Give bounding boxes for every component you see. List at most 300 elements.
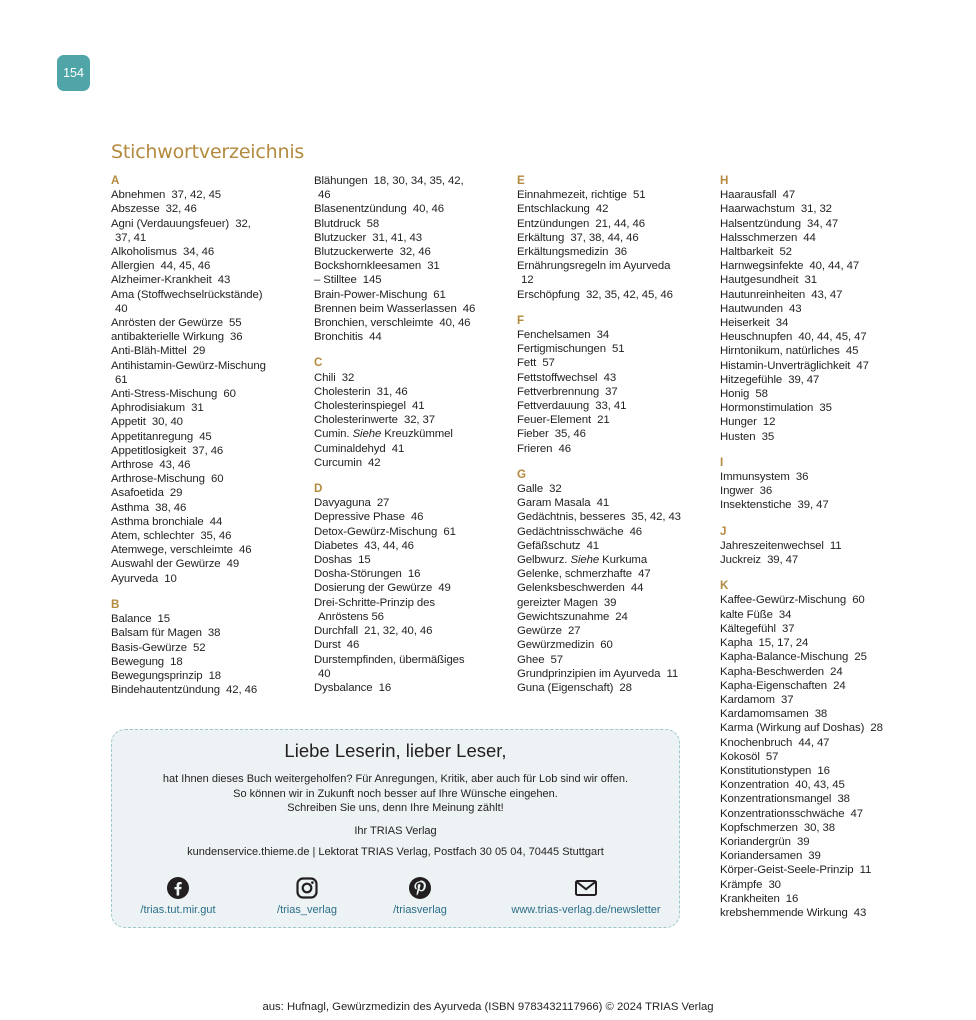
entry-term: Husten: [720, 430, 756, 443]
index-entry: [720, 636, 910, 650]
entry-term: Ghee: [517, 653, 545, 666]
entry-pages: 40, 46: [439, 317, 471, 330]
index-letter-heading: K: [720, 579, 729, 593]
reader-info-box: [111, 729, 680, 928]
entry-pages: 60: [223, 388, 236, 401]
index-entry: [111, 612, 301, 626]
social-facebook-label[interactable]: /trias.tut.mir.gut: [140, 904, 216, 916]
entry-term: Haarwachstum: [720, 203, 795, 216]
entry-see-reference: Siehe: [352, 428, 382, 441]
index-entry: [720, 778, 910, 792]
entry-term: Kapha-Beschwerden: [720, 665, 825, 678]
entry-pages: 35, 42, 43: [631, 511, 681, 524]
index-entry: [720, 498, 910, 512]
entry-pages: 28: [870, 722, 883, 735]
entry-term: Hautgesundheit: [720, 274, 799, 287]
entry-term: Einnahmezeit, richtige: [517, 189, 627, 202]
entry-pages: 38: [207, 627, 221, 640]
entry-pages: 40, 43, 45: [795, 779, 845, 792]
index-entry: [111, 344, 301, 358]
index-entry: [314, 259, 504, 273]
info-box-body: [112, 772, 679, 816]
entry-pages: 45: [199, 430, 212, 443]
entry-term: Entzündungen: [517, 217, 590, 230]
entry-term: Davyaguna: [314, 497, 371, 510]
entry-continuation: 40: [318, 667, 331, 680]
index-entry: [314, 525, 504, 539]
entry-pages: 40, 44, 47: [809, 260, 860, 273]
index-entry: [314, 288, 504, 302]
entry-term: Brain-Power-Mischung: [314, 288, 428, 301]
entry-pages: 51: [612, 343, 625, 356]
index-entry: [314, 371, 504, 385]
entry-term: Guna (Eigenschaft): [517, 681, 614, 694]
index-section: [517, 174, 707, 302]
index-entry: [517, 399, 707, 413]
entry-term: Curcumin: [314, 456, 362, 469]
entry-term: Galle: [517, 483, 544, 496]
entry-pages: 44: [369, 331, 382, 344]
entry-see-reference: Siehe: [570, 554, 600, 567]
entry-pages: 29: [169, 487, 183, 500]
entry-continuation: 46: [318, 189, 331, 202]
index-entry: [517, 427, 707, 441]
entry-pages: 11: [829, 539, 842, 552]
entry-pages: 37, 46: [192, 444, 224, 457]
entry-term: Basis-Gewürze: [111, 641, 187, 654]
index-entry: [517, 413, 707, 427]
entry-pages: 36: [795, 471, 809, 484]
entry-pages: 30: [768, 878, 781, 891]
entry-pages: 35, 46: [200, 530, 232, 543]
index-entry: [314, 413, 504, 427]
index-letter-heading: G: [517, 467, 526, 481]
index-entry: [314, 442, 504, 456]
index-entry: [517, 217, 707, 231]
entry-term: Bockshornkleesamen: [314, 260, 422, 273]
index-column-3: [517, 174, 707, 695]
entry-term: Anti-Stress-Mischung: [111, 388, 218, 401]
entry-pages: 34: [596, 329, 610, 342]
entry-term: Ayurveda: [111, 572, 159, 585]
entry-term: Krankheiten: [720, 892, 780, 905]
index-entry: [111, 543, 301, 557]
entry-term: Gedächtnisschwäche: [517, 525, 624, 538]
entry-pages: 52: [779, 246, 792, 259]
index-entry: [314, 202, 504, 216]
entry-term: Kopfschmerzen: [720, 821, 798, 834]
entry-pages: 10: [164, 572, 177, 585]
entry-pages: 47: [638, 568, 651, 581]
entry-term: Fettstoffwechsel: [517, 371, 598, 384]
entry-pages: 18, 30, 34, 35, 42,: [373, 175, 464, 187]
index-entry: [517, 202, 707, 216]
entry-pages: 37, 42, 45: [171, 189, 222, 202]
entry-term: Kaffee-Gewürz-Mischung: [720, 594, 847, 607]
entry-pages: 40, 44, 45, 47: [798, 331, 867, 344]
index-entry: [517, 371, 707, 385]
index-section: [517, 468, 707, 695]
entry-pages: 57: [550, 653, 564, 666]
entry-pages: 39, 47: [788, 373, 820, 386]
entry-term: Cholesterin: [314, 385, 371, 398]
social-instagram[interactable]: [257, 876, 357, 916]
index-entry: [111, 188, 301, 202]
entry-pages: 38: [837, 793, 850, 806]
index-entry: [720, 792, 910, 806]
index-entry: [720, 302, 910, 316]
entry-term: Hitzegefühle: [720, 373, 783, 386]
entry-pages: 43: [217, 274, 231, 287]
entry-pages: 34: [778, 608, 792, 621]
entry-term: Ernährungsregeln im Ayurveda: [517, 260, 671, 273]
entry-pages: 24: [833, 679, 846, 692]
info-box-heading: Liebe Leserin, lieber Leser,: [284, 740, 507, 761]
entry-continuation: 37, 41: [115, 231, 147, 244]
entry-term: Gewichtszunahme: [517, 610, 610, 623]
index-entry: [517, 356, 707, 370]
index-entry: [517, 385, 707, 399]
entry-term: Hautwunden: [720, 302, 783, 315]
entry-pages: 21, 32, 40, 46: [364, 625, 433, 638]
info-box-line: So können wir in Zukunft noch besser auf Ihre Wünsche eingehen.: [233, 787, 558, 800]
index-entry: [111, 330, 301, 344]
index-entry: [314, 653, 504, 681]
index-entry: [111, 472, 301, 486]
entry-term: Gedächtnis, besseres: [517, 511, 626, 524]
entry-pages: 27: [567, 625, 581, 638]
entry-term: Bronchitis: [314, 331, 364, 344]
index-entry: [314, 316, 504, 330]
entry-pages: 60: [852, 594, 865, 607]
index-entry: [720, 650, 910, 664]
index-entry: [111, 655, 301, 669]
entry-pages: 47: [850, 807, 864, 820]
index-entry: [111, 641, 301, 655]
index-entry: [111, 288, 301, 316]
entry-term: Garam Masala: [517, 497, 591, 510]
entry-term: Körper-Geist-Seele-Prinzip: [720, 864, 854, 877]
index-section: [314, 482, 504, 695]
index-entry: [517, 596, 707, 610]
entry-pages: 39: [808, 850, 821, 863]
entry-term: Gefäßschutz: [517, 539, 581, 552]
index-entry: [517, 510, 707, 524]
entry-pages: 34, 47: [807, 217, 839, 230]
entry-term: Fettverbrennung: [517, 385, 600, 398]
entry-pages: 58: [755, 388, 768, 401]
entry-term: Fertigmischungen: [517, 343, 606, 356]
entry-term: Kapha: [720, 637, 753, 650]
entry-pages: 32: [549, 483, 562, 496]
entry-term: Koriandersamen: [720, 850, 803, 863]
entry-term: Heuschnupfen: [720, 331, 793, 344]
entry-pages: 37: [781, 693, 794, 706]
social-instagram-label[interactable]: /trias_verlag: [277, 904, 337, 916]
entry-pages: 27: [376, 497, 390, 510]
page-number-badge: 154: [57, 55, 90, 91]
index-entry: [314, 217, 504, 231]
entry-pages: 16: [817, 764, 830, 777]
index-entry: [517, 482, 707, 496]
index-entry: [720, 807, 910, 821]
entry-pages: 57: [542, 357, 555, 370]
index-column-1: [111, 174, 301, 697]
index-entry: [720, 273, 910, 287]
entry-term: Alzheimer-Krankheit: [111, 274, 212, 287]
entry-pages: 36: [230, 331, 243, 344]
index-entry: [111, 572, 301, 586]
index-section: [720, 525, 910, 568]
entry-term: Kapha-Eigenschaften: [720, 679, 828, 692]
index-entry: [517, 567, 707, 581]
entry-pages: 29: [192, 345, 206, 358]
entry-pages: 18: [208, 669, 222, 682]
entry-pages: 42, 46: [226, 684, 258, 697]
entry-pages: 38: [814, 708, 828, 721]
index-entry: [720, 288, 910, 302]
index-entry: [314, 330, 504, 344]
social-pinterest-label[interactable]: /triasverlag: [393, 904, 447, 916]
entry-term: Agni (Verdauungsfeuer): [111, 217, 230, 230]
entry-pages: 15: [157, 613, 171, 626]
info-box-line: Schreiben Sie uns, denn Ihre Meinung zählt!: [287, 802, 504, 814]
index-entry: [111, 202, 301, 216]
entry-term: Chili: [314, 371, 336, 384]
index-entry: [720, 553, 910, 567]
entry-term: Abnehmen: [111, 189, 166, 202]
index-entry: [111, 669, 301, 683]
index-entry: [720, 693, 910, 707]
index-entry: [517, 638, 707, 652]
entry-pages: 39: [796, 835, 810, 848]
index-entry: [111, 444, 301, 458]
entry-pages: 58: [366, 217, 380, 230]
entry-pages: 42: [595, 203, 609, 216]
entry-term: Hormonstimulation: [720, 402, 814, 415]
entry-term: Erkältungsmedizin: [517, 246, 609, 259]
index-column-4: [720, 174, 910, 920]
entry-term: Fettverdauung: [517, 400, 590, 413]
entry-term: Dosierung der Gewürze: [314, 582, 433, 595]
entry-pages: 41: [596, 497, 610, 510]
entry-pages: 21, 44, 46: [595, 217, 646, 230]
entry-term: Arthrose: [111, 459, 154, 472]
entry-term: – Stilltee: [314, 274, 357, 287]
entry-term: Auswahl der Gewürze: [111, 558, 221, 571]
index-entry: [314, 174, 504, 202]
entry-pages: 31: [191, 402, 204, 415]
entry-pages: 43, 44, 46: [364, 539, 414, 552]
index-entry: [111, 316, 301, 330]
entry-pages: 43: [853, 906, 867, 919]
index-entry: [720, 470, 910, 484]
entry-term: Appetit: [111, 416, 146, 429]
entry-pages: 25: [854, 651, 867, 664]
social-newsletter[interactable]: [497, 876, 675, 916]
index-entry: [720, 892, 910, 906]
index-entry: [720, 316, 910, 330]
entry-term: Erkältung: [517, 231, 565, 244]
index-entry: [720, 821, 910, 835]
entry-term: Allergien: [111, 260, 155, 273]
entry-pages: 44: [209, 515, 223, 528]
entry-pages: 41: [391, 442, 405, 455]
entry-pages: 46: [410, 511, 424, 524]
entry-pages: 31: [804, 274, 817, 287]
entry-term: Koriandergrün: [720, 835, 791, 848]
index-entry: [720, 217, 910, 231]
entry-pages: 16: [378, 681, 392, 694]
entry-term: Harnwegsinfekte: [720, 260, 804, 273]
entry-term: Alkoholismus: [111, 246, 177, 259]
index-entry: [720, 430, 910, 444]
entry-term: Atemwege, verschleimte: [111, 544, 233, 557]
index-entry: [111, 515, 301, 529]
entry-term: Fieber: [517, 428, 549, 441]
index-entry: [720, 359, 910, 373]
index-letter-heading: H: [720, 174, 729, 187]
entry-pages: 49: [226, 558, 240, 571]
entry-pages: 39, 47: [767, 554, 799, 567]
entry-term: Asafoetida: [111, 487, 164, 500]
entry-term: Gelenke, schmerzhafte: [517, 568, 633, 581]
entry-pages: 32,: [235, 217, 251, 230]
entry-term: Halsentzündung: [720, 217, 801, 230]
entry-pages: 15: [358, 554, 371, 567]
entry-pages: 41: [586, 539, 600, 552]
entry-term: Blutzucker: [314, 231, 367, 244]
index-entry: [720, 202, 910, 216]
entry-term: Halsschmerzen: [720, 231, 798, 244]
entry-term: Appetitanregung: [111, 430, 194, 443]
index-entry: [517, 581, 707, 595]
index-letter-heading: J: [720, 524, 727, 538]
page-title: Stichwortverzeichnis: [111, 141, 305, 163]
index-column-2: [314, 174, 504, 695]
entry-term: Bewegung: [111, 655, 165, 668]
entry-pages: 43: [789, 302, 802, 315]
entry-pages: 45: [845, 345, 859, 358]
entry-term: Blutdruck: [314, 217, 361, 230]
entry-pages: 46: [629, 525, 643, 538]
entry-pages: 34, 46: [182, 246, 215, 259]
entry-pages: 32, 46: [399, 246, 431, 259]
entry-pages: 35, 46: [554, 428, 586, 441]
index-entry: [314, 231, 504, 245]
index-entry: [720, 259, 910, 273]
social-pinterest[interactable]: [375, 876, 465, 916]
entry-pages: 40, 46: [412, 203, 444, 216]
entry-pages: 32: [341, 371, 355, 384]
index-entry: [720, 539, 910, 553]
entry-continuation: 40: [115, 302, 128, 315]
entry-term: Hautunreinheiten: [720, 288, 806, 301]
social-newsletter-label[interactable]: www.trias-verlag.de/newsletter: [511, 904, 661, 916]
index-entry: [720, 721, 910, 735]
entry-pages: 42: [368, 456, 381, 469]
index-letter-heading: I: [720, 455, 724, 469]
entry-term: Bewegungsprinzip: [111, 669, 203, 682]
index-entry: [111, 401, 301, 415]
entry-term: Arthrose-Mischung: [111, 473, 205, 486]
entry-pages: 11: [859, 864, 872, 877]
entry-term: Erschöpfung: [517, 288, 580, 301]
entry-term: Karma (Wirkung auf Doshas): [720, 722, 865, 735]
entry-pages: 30, 40: [151, 416, 183, 429]
index-letter-heading: E: [517, 174, 525, 187]
entry-pages: 32, 37: [403, 414, 436, 427]
entry-pages: 52: [193, 641, 206, 654]
index-section: [314, 174, 504, 344]
entry-pages: 34: [775, 317, 789, 330]
entry-pages: 41: [412, 400, 425, 413]
index-entry: [314, 553, 504, 567]
index-section: [720, 579, 910, 920]
index-entry: [111, 359, 301, 387]
entry-term: Hunger: [720, 416, 757, 429]
entry-term: Bronchien, verschleimte: [314, 317, 434, 330]
entry-term: krebshemmende Wirkung: [720, 906, 848, 919]
entry-term: Entschlackung: [517, 203, 590, 216]
entry-term: Durst: [314, 639, 341, 652]
index-entry: [111, 387, 301, 401]
index-entry: [720, 665, 910, 679]
index-entry: [517, 624, 707, 638]
instagram-icon: [295, 876, 319, 900]
entry-term: Konzentrationsschwäche: [720, 807, 845, 820]
index-entry: [720, 707, 910, 721]
index-entry: [720, 387, 910, 401]
entry-term: Konzentration: [720, 779, 789, 792]
entry-term: Abszesse: [111, 203, 160, 216]
entry-pages: 47: [782, 189, 796, 202]
entry-pages: 37: [781, 622, 795, 635]
entry-term: Kältegefühl: [720, 622, 776, 635]
entry-term: Blutzuckerwerte: [314, 246, 394, 259]
social-facebook[interactable]: [112, 876, 244, 916]
index-entry: [314, 567, 504, 581]
entry-pages: 38, 46: [155, 501, 187, 514]
entry-term: Cholesterinwerte: [314, 414, 398, 427]
index-entry: [517, 525, 707, 539]
entry-pages: 37, 38, 44, 46: [570, 231, 639, 244]
entry-continuation: Anröstens 56: [318, 610, 384, 623]
entry-pages: 51: [632, 189, 646, 202]
index-entry: [517, 653, 707, 667]
index-entry: [720, 750, 910, 764]
entry-term: Haarausfall: [720, 189, 777, 202]
entry-pages: 60: [210, 473, 224, 486]
entry-pages: 46: [558, 442, 571, 455]
index-entry: [314, 385, 504, 399]
index-entry: [720, 849, 910, 863]
entry-term: Dosha-Störungen: [314, 568, 402, 581]
index-entry: [314, 596, 504, 624]
index-entry: [720, 330, 910, 344]
entry-pages: 49: [438, 582, 451, 595]
entry-term: Kapha-Balance-Mischung: [720, 651, 849, 664]
index-entry: [720, 484, 910, 498]
index-entry: [517, 553, 707, 567]
entry-pages: 39: [603, 596, 617, 609]
entry-term: Bindehautentzündung: [111, 684, 220, 697]
index-entry: [111, 273, 301, 287]
entry-term: Durchfall: [314, 625, 359, 638]
entry-see-target: Kurkuma: [602, 554, 648, 567]
index-entry: [720, 245, 910, 259]
index-entry: [720, 608, 910, 622]
